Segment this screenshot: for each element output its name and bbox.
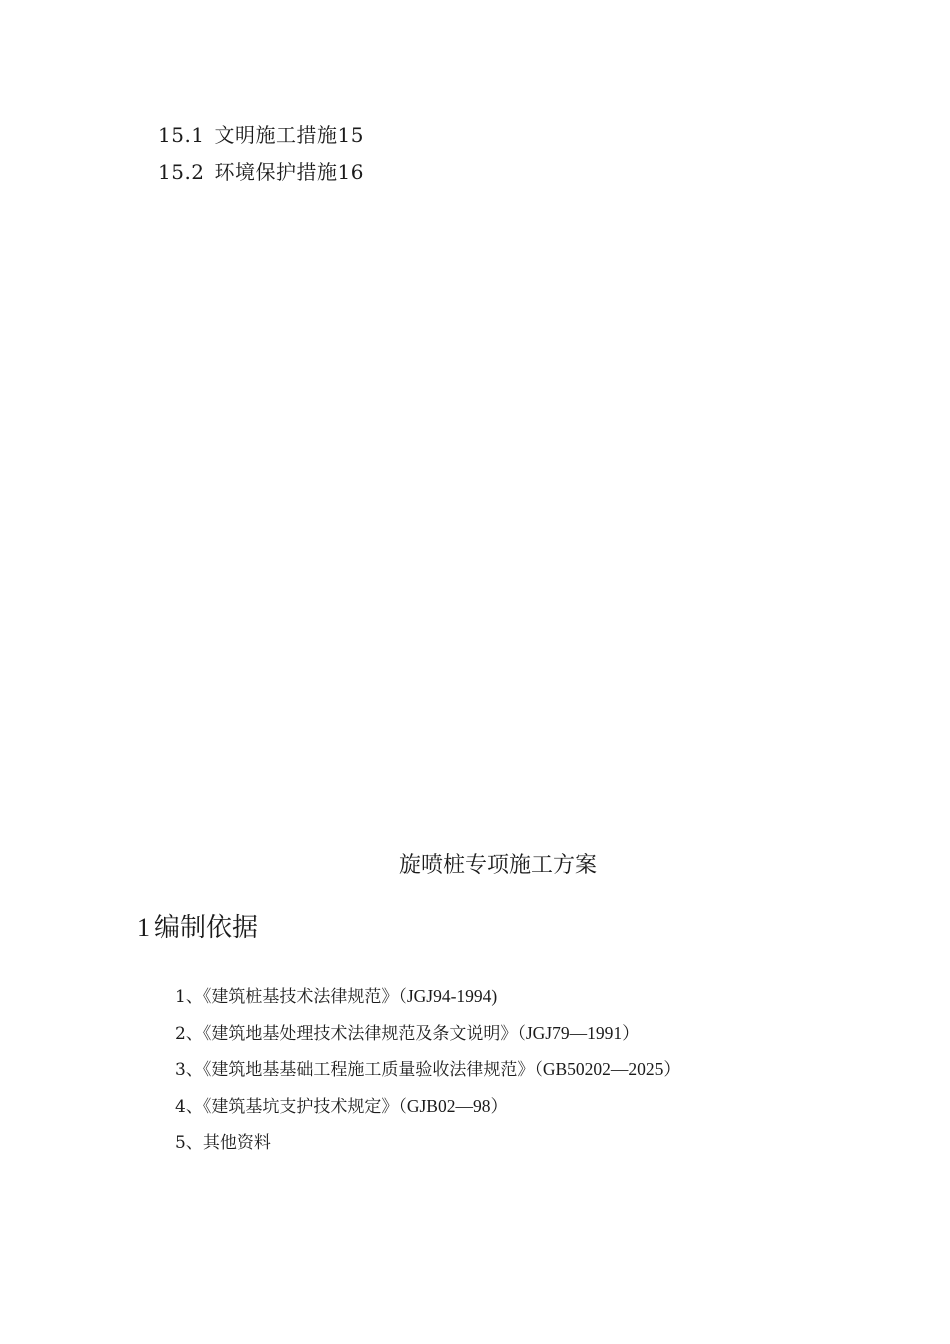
toc-entry-15-1[interactable] [158,122,364,148]
toc-entry-number: 15.1 [158,123,205,147]
list-item [175,1052,681,1089]
list-item-name: 其他资料 [202,1133,271,1153]
list-item [175,979,681,1016]
toc-entry-page: 15 [337,123,364,147]
toc-entry-number: 15.2 [158,160,205,184]
list-item-code: GB50202—2025） [542,1059,681,1079]
list-item [175,1125,681,1162]
list-item-code: GJB02—98） [406,1095,508,1116]
section-heading [137,909,258,947]
toc-entry-title: 文明施工措施 [214,123,338,147]
section-title: 编制依据 [154,913,259,943]
toc-entry-page: 16 [337,160,364,184]
section-number: 1 [137,913,150,942]
list-item-name: 《建筑桩基技术法律规范》（ [202,987,407,1007]
list-item-prefix: 5、 [175,1133,203,1153]
list-item-prefix: 1、 [175,987,203,1007]
list-item-prefix: 2、 [175,1023,203,1044]
reference-list [175,979,681,1162]
list-item-name: 《建筑地基基础工程施工质量验收法律规范》（ [202,1060,543,1080]
document-title: 旋喷桩专项施工方案 [398,853,597,878]
list-item-name: 《建筑基坑支护技术规定》（ [202,1096,407,1117]
list-item-prefix: 4、 [175,1096,203,1117]
list-item-name: 《建筑地基处理技术法律规范及条文说明》（ [202,1023,526,1044]
list-item [175,1016,681,1053]
list-item [175,1089,681,1126]
toc-entry-title: 环境保护措施 [214,160,338,184]
list-item-code: JGJ94-1994) [406,986,498,1006]
list-item-prefix: 3、 [175,1060,203,1080]
list-item-code: JGJ79—1991） [525,1022,640,1043]
toc-entry-15-2[interactable] [158,159,364,185]
